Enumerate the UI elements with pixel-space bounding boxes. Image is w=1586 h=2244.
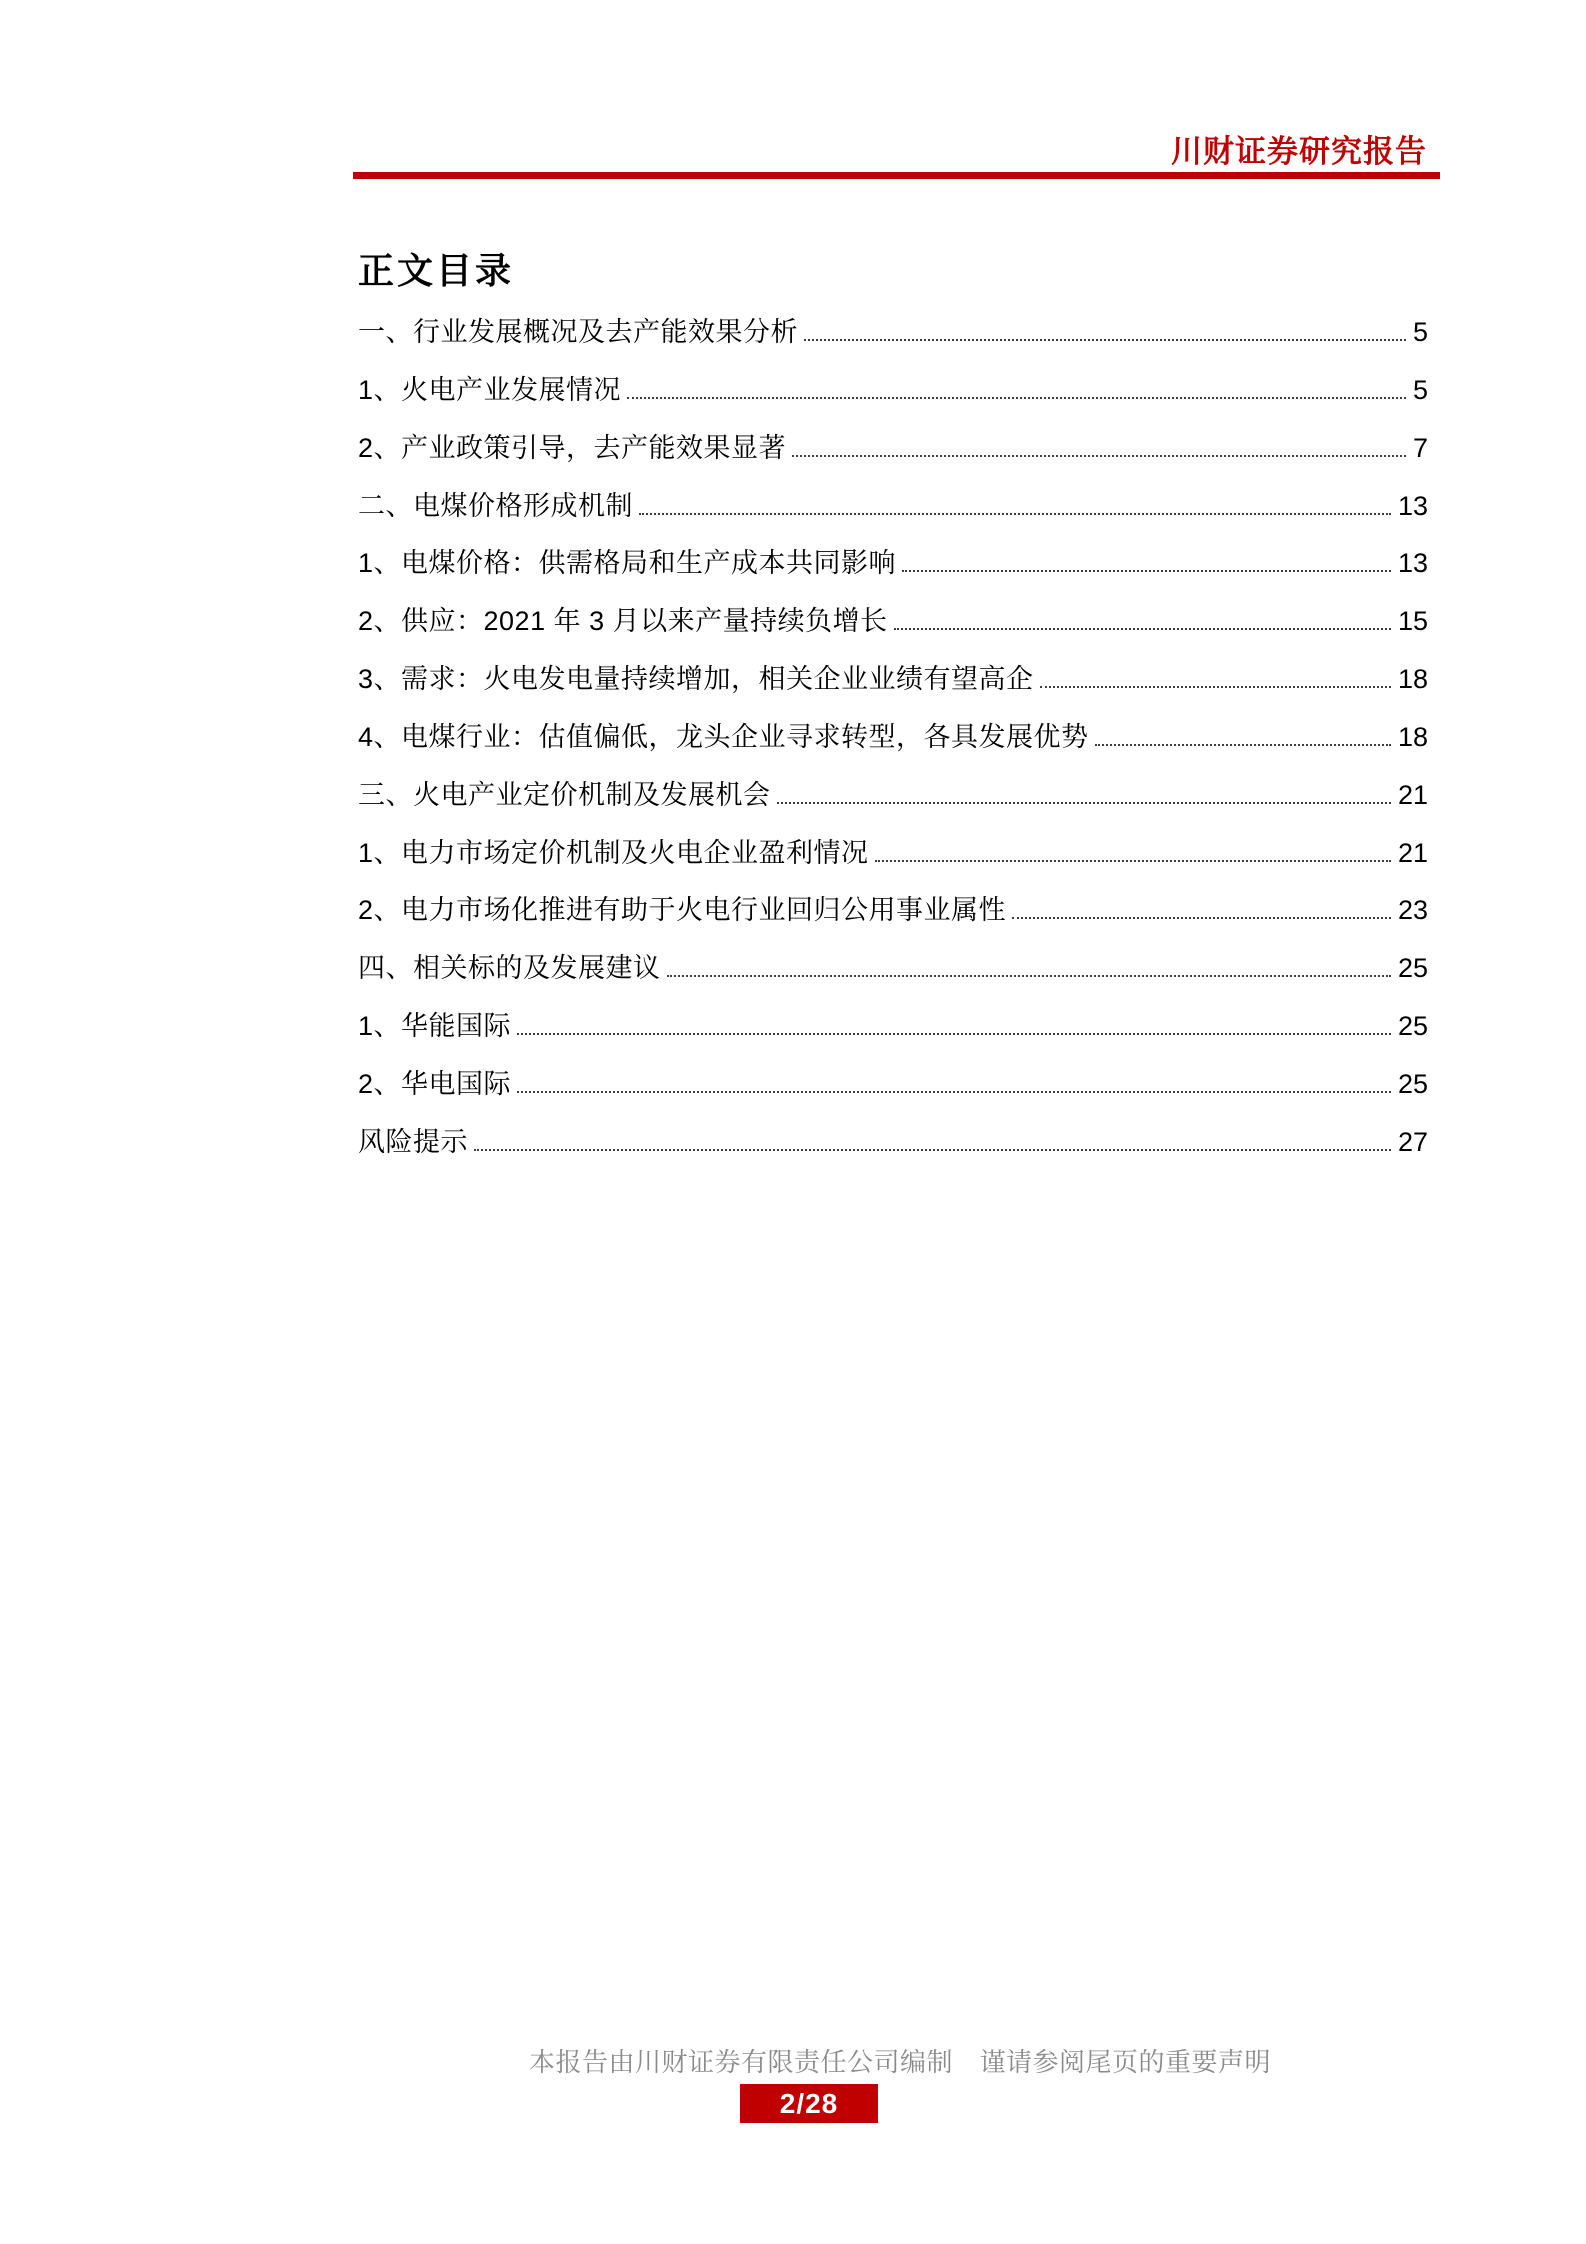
- toc-entry[interactable]: [358, 657, 1428, 715]
- toc-dotted-leader: [627, 397, 1406, 399]
- toc-entry-label: 三、火电产业定价机制及发展机会: [358, 779, 771, 810]
- header-divider-rule: [353, 172, 1440, 179]
- toc-entry[interactable]: [358, 599, 1428, 657]
- toc-entry-page-number: 25: [1397, 1068, 1428, 1099]
- toc-entry-page-number: 23: [1397, 895, 1428, 926]
- toc-entry-page-number: 13: [1397, 490, 1428, 521]
- toc-entry[interactable]: [358, 1004, 1428, 1062]
- toc-entry-page-number: 21: [1397, 837, 1428, 868]
- footer-disclaimer: 本报告由川财证券有限责任公司编制 谨请参阅尾页的重要声明: [529, 2047, 1272, 2077]
- toc-dotted-leader: [1012, 917, 1391, 919]
- toc-entry-page-number: 13: [1397, 548, 1428, 579]
- toc-entry-page-number: 15: [1397, 606, 1428, 637]
- toc-entry-page-number: 5: [1412, 317, 1428, 347]
- toc-dotted-leader: [639, 513, 1391, 515]
- toc-entry-page-number: 25: [1397, 953, 1428, 984]
- toc-entry[interactable]: [358, 368, 1428, 426]
- toc-dotted-leader: [902, 570, 1391, 572]
- toc-heading: 正文目录: [358, 250, 515, 291]
- toc-entry[interactable]: [358, 426, 1428, 484]
- toc-entry-page-number: 27: [1397, 1126, 1428, 1157]
- toc-entry-page-number: 21: [1397, 779, 1428, 810]
- toc-dotted-leader: [777, 802, 1391, 804]
- brand-title: 川财证券研究报告: [1171, 134, 1427, 169]
- toc-entry-label: 一、行业发展概况及去产能效果分析: [358, 317, 798, 347]
- toc-entry-label: 二、电煤价格形成机制: [358, 490, 633, 521]
- toc-entry-label: 3、需求：火电发电量持续增加，相关企业业绩有望高企: [358, 664, 1034, 695]
- toc-entry-label: 1、火电产业发展情况: [358, 374, 622, 405]
- toc-dotted-leader: [804, 339, 1406, 341]
- toc-entry[interactable]: [358, 1120, 1428, 1178]
- toc-entry-label: 风险提示: [358, 1126, 468, 1157]
- toc-entry[interactable]: [358, 484, 1428, 542]
- toc-entry-page-number: 18: [1397, 721, 1428, 752]
- toc-entry[interactable]: [358, 310, 1428, 368]
- toc-entry-page-number: 18: [1397, 664, 1428, 695]
- toc-entry-label: 1、华能国际: [358, 1011, 512, 1042]
- toc-entry-label: 四、相关标的及发展建议: [358, 953, 661, 984]
- toc-dotted-leader: [875, 860, 1391, 862]
- toc-entry[interactable]: [358, 715, 1428, 773]
- toc-entry-label: 2、供应：2021 年 3 月以来产量持续负增长: [358, 606, 888, 637]
- toc-dotted-leader: [894, 628, 1391, 630]
- toc-dotted-leader: [667, 975, 1391, 977]
- toc-dotted-leader: [1095, 744, 1391, 746]
- toc-dotted-leader: [792, 455, 1406, 457]
- toc-entry-page-number: 5: [1412, 374, 1428, 405]
- toc-entry-page-number: 7: [1412, 432, 1428, 463]
- toc-entry[interactable]: [358, 541, 1428, 599]
- toc-entry[interactable]: [358, 888, 1428, 946]
- toc-dotted-leader: [1040, 686, 1391, 688]
- toc-dotted-leader: [517, 1033, 1391, 1035]
- toc-entry-label: 4、电煤行业：估值偏低，龙头企业寻求转型，各具发展优势: [358, 721, 1089, 752]
- toc-entry-label: 2、华电国际: [358, 1068, 512, 1099]
- page-number-badge: 2/28: [740, 2084, 878, 2123]
- toc-entry-label: 2、产业政策引导，去产能效果显著: [358, 432, 787, 463]
- toc-entry[interactable]: [358, 946, 1428, 1004]
- toc-dotted-leader: [517, 1091, 1391, 1093]
- toc-entry[interactable]: [358, 1062, 1428, 1120]
- toc-entry-label: 1、电煤价格：供需格局和生产成本共同影响: [358, 548, 897, 579]
- toc-dotted-leader: [474, 1149, 1391, 1151]
- toc-entry[interactable]: [358, 831, 1428, 889]
- toc-entry-page-number: 25: [1397, 1011, 1428, 1042]
- toc-entry-label: 1、电力市场定价机制及火电企业盈利情况: [358, 837, 869, 868]
- toc-entry-label: 2、电力市场化推进有助于火电行业回归公用事业属性: [358, 895, 1007, 926]
- toc-entry[interactable]: [358, 773, 1428, 831]
- table-of-contents: [358, 310, 1428, 1178]
